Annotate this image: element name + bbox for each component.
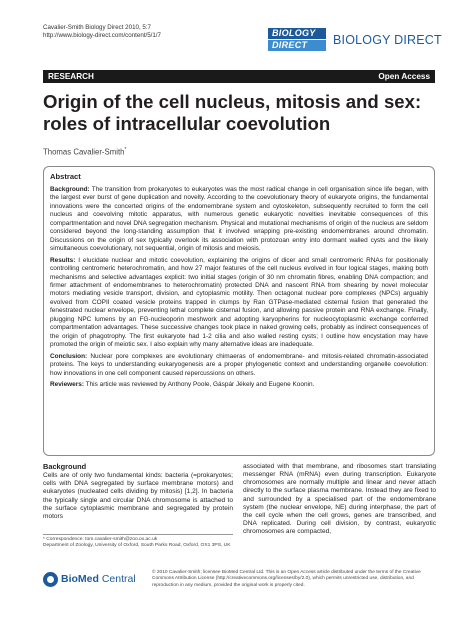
author-mark: *	[124, 147, 127, 153]
background-label: Background:	[50, 186, 90, 193]
results-label: Results:	[50, 256, 76, 264]
affiliation: Department of Zoology, University of Oxford, South Parks Road, Oxford, OX1 3PS, UK	[43, 543, 231, 549]
journal-logo	[268, 28, 330, 52]
conclusion-text: Nuclear pore complexes are evolutionary chimaeras of endomembrane- and mitosis-related chromatin-associated proteins. The keys to understanding eukaryogenesis are a proper phylogenetic context and understanding organelle coevolution: how innovations in one cell component caused repercussions on others.	[50, 352, 428, 377]
journal-name: BIOLOGY DIRECT	[333, 33, 442, 47]
section-heading: Background	[43, 462, 87, 471]
publisher-central: Central	[98, 573, 136, 585]
logo-line-2: DIRECT	[268, 40, 326, 51]
section-label: RESEARCH	[48, 72, 94, 81]
abstract-reviewers	[50, 381, 428, 389]
article-url[interactable]: http://www.biology-direct.com/content/5/1/7	[43, 32, 161, 39]
body-paragraph-right: associated with that membrane, and ribosomes start translating messenger RNA (mRNA) even during transcription. Eukaryote chromosomes are normally multiple and linear and never attach directly to the surface plasma membrane. Instead they are fixed to and surrounded by a specialised part of the endomembrane system (the nuclear envelope, NE) during interphase, the part of the cell cycle when the cell grows, genes are transcribed, and DNA replicated. During cell division, by contrast, eukaryotic chromosomes are compacted,	[243, 463, 436, 536]
correspondence-footnote	[43, 534, 233, 550]
citation: Cavalier-Smith Biology Direct 2010, 5:7	[43, 24, 151, 31]
body-column-right	[243, 463, 436, 536]
abstract-box	[43, 166, 435, 456]
header-meta	[43, 24, 161, 40]
publisher-logo	[43, 571, 136, 587]
body-paragraph-left: Cells are of only two fundamental kinds: bacteria (=prokaryotes; cells with DNA segregated by surface membrane motors) and eukaryotes (nucleated cells dividing by mitosis) [1,2]. In bacteria the typically single and circular DNA chromosome is attached to the surface cytoplasmic membrane and segregated by protein motors	[43, 472, 233, 520]
author-line	[43, 147, 126, 157]
correspondence-email: * Correspondence: tom.cavalier-smith@zoo.ox.ac.uk	[43, 537, 158, 542]
section-band	[43, 70, 435, 83]
reviewers-label: Reviewers:	[50, 380, 84, 388]
background-text: The transition from prokaryotes to eukaryotes was the most radical change in cell organisation since life began, with the largest ever burst of gene duplication and novelty. According to the coevolutionary theory of eukaryote origins, the fundamental innovations were the concerted origins of the endomembrane system and cytoskeleton, subsequently recruited to form the cell nucleus and coevolving mitotic apparatus, with numerous genetic eukaryotic novelties inevitable consequences of this compartmentation and novel DNA segregation mechanism. Physical and mutational mechanisms of origin of the nucleus are seldom considered beyond the long-standing assumption that it involved wrapping pre-existing endomembranes around chromatin. Discussions on the origin of sex typically overlook its association with protozoan entry into dormant walled cysts and the likely simultaneous coevolutionary, not sequential, origin of mitosis and meiosis.	[50, 186, 428, 253]
abstract-results	[50, 257, 428, 350]
publisher-name	[61, 573, 136, 585]
results-text: I elucidate nuclear and mitotic coevolution, explaining the origins of dicer and small centromeric RNAs for positionally controlling centromeric heterochromatin, and how 27 major features of the cell nucleus evolved in four logical stages, making both mechanisms and selective advantages explicit: two initial stages (origin of 30 nm chromatin fibres, enabling DNA compaction; and firmer attachment of endomembranes to heterochromatin) protected DNA and nascent RNA from shearing by novel molecular motors mediating vesicle transport, division, and cytoplasmic motility. Then octagonal nuclear pore complexes (NPCs) arguably evolved from COPII coated vesicle proteins trapped in clumps by Ran GTPase-mediated cisternal fusion that generated the fenestrated nuclear envelope, preventing lethal complete cisternal fusion, and allowing passive protein and RNA exchange. Finally, plugging NPC lumens by an FG-nucleoporin meshwork and adopting karyopherins for nucleocytoplasmic exchange conferred compartmentation advantages. These successive changes took place in naked growing cells, probably as indirect consequences of the origin of phagotrophy. The first eukaryote had 1-2 cilia and also walled resting cysts; I outline how encystation may have promoted the origin of meiotic sex. I also explain why many alternative ideas are inadequate.	[50, 256, 428, 349]
conclusion-label: Conclusion:	[50, 352, 88, 360]
abstract-background	[50, 186, 428, 254]
body-column-left	[43, 463, 233, 521]
logo-line-1: BIOLOGY	[268, 28, 326, 39]
abstract-conclusion	[50, 353, 428, 378]
open-access-label: Open Access	[378, 72, 430, 81]
reviewers-text: This article was reviewed by Anthony Poole, Gáspár Jékely and Eugene Koonin.	[84, 380, 315, 388]
publisher-bmc: BioMed	[61, 573, 99, 585]
bmc-icon	[43, 572, 58, 587]
license-text: © 2010 Cavalier-Smith; licensee BioMed Central Ltd. This is an Open Access article distributed under the terms of the Creative Commons Attribution License (http://creativecommons.org/licenses/by/2.0), which permits unrestricted use, distribution, and reproduction in any medium, provided the original work is properly cited.	[152, 570, 421, 588]
article-title: Origin of the cell nucleus, mitosis and sex: roles of intracellular coevolution	[43, 91, 422, 134]
author-name: Thomas Cavalier-Smith	[43, 147, 125, 157]
abstract-heading: Abstract	[50, 172, 81, 181]
